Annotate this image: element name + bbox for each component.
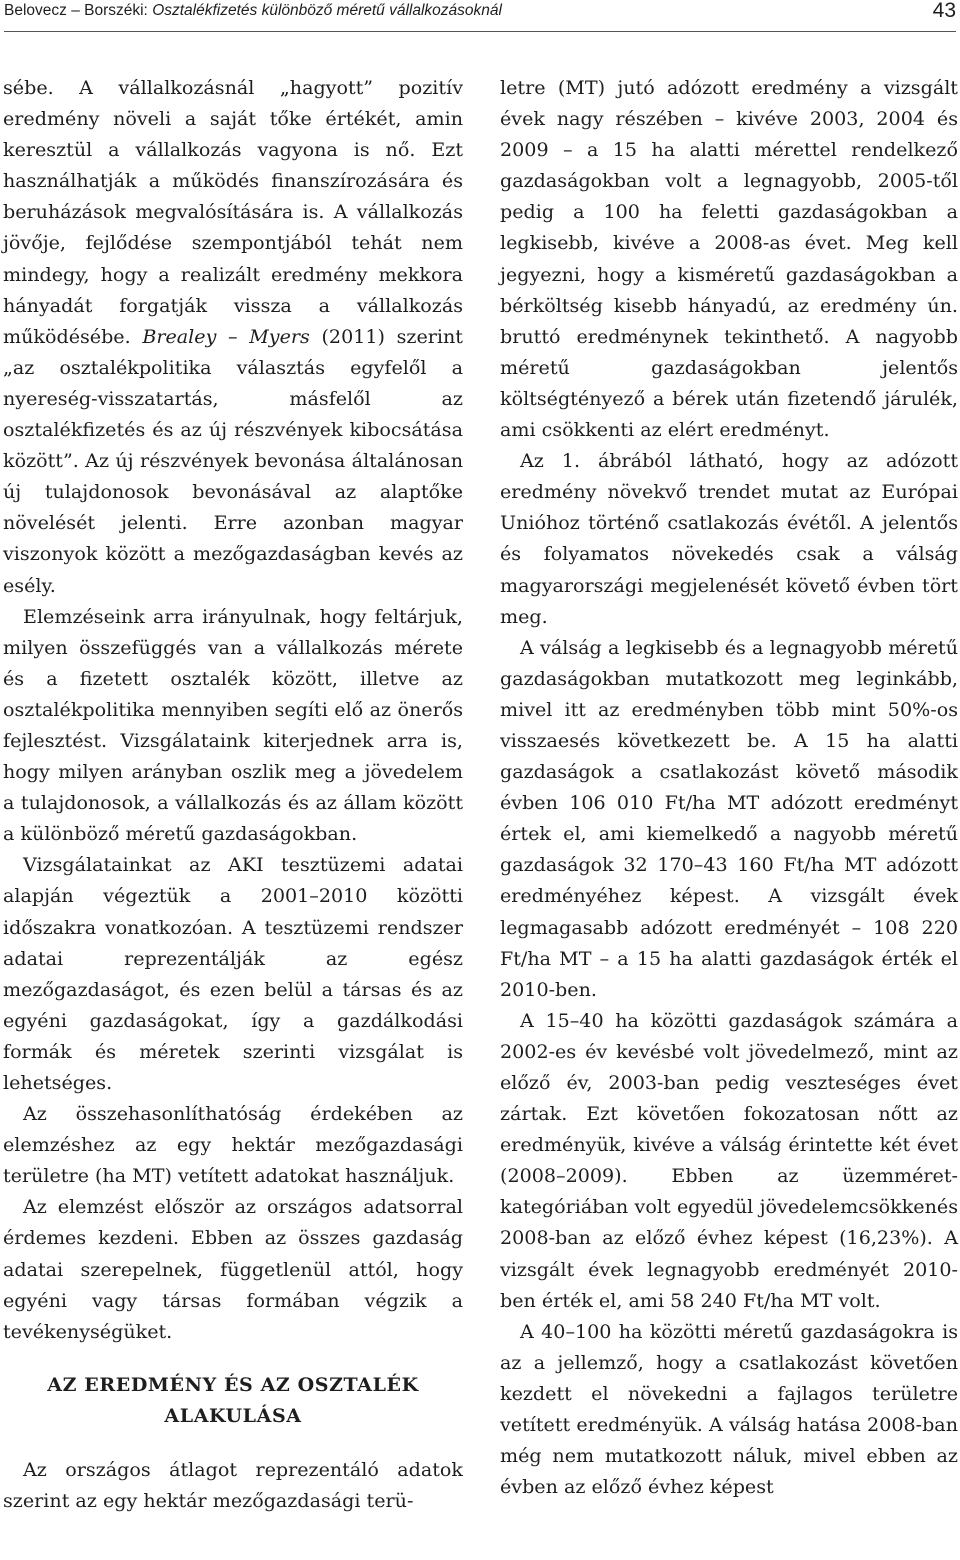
header-title: Osztalékfizetés különböző méretű vállalkozásoknál bbox=[152, 2, 502, 19]
paragraph-text: sébe. A vállalkozásnál „hagyott” pozitív eredmény növeli a saját tőke értékét, amin keresztül a vállalkozás vagyona is nő. Ezt használhatják a működés finanszírozására és beruházások megvalósítására is. A vállalkozás jövője, fejlődése szempontjából tehát nem mindegy, hogy a realizált eredmény mekkora hányadát forgatják vissza a vállalkozás működésébe. bbox=[3, 76, 463, 348]
header-citation bbox=[4, 2, 502, 20]
paragraph: Elemzéseink arra irányulnak, hogy feltárjuk, milyen összefüggés van a vállalkozás mérete és a fizetett osztalék között, illetve az osztalékpolitika mennyiben segíti elő az önerős fejlesztést. Vizsgálataink kiterjednek arra is, hogy milyen arányban oszlik meg a jövedelem a tulajdonosok, a vállalkozás és az állam között a különböző méretű gazdaságokban. bbox=[3, 604, 463, 846]
paragraph: A 40–100 ha közötti méretű gazdaságokra is az a jellemző, hogy a csatlakozást követően kezdett el növekedni a fajlagos területre vetített eredményük. A válság hatása 2008-ban még nem mutatkozott náluk, mivel ebben az évben az előző évhez képest bbox=[500, 1319, 958, 1499]
left-column bbox=[3, 72, 463, 1516]
page-number: 43 bbox=[932, 0, 956, 22]
paragraph: A válság a legkisebb és a legnagyobb méretű gazdaságokban mutatkozott meg leginkább, mivel itt az eredményben több mint 50%-os visszaesés következett be. A 15 ha alatti gazdaságok a csatlakozást követő második évben 106 010 Ft/ha MT adózott eredményt értek el, ami kiemelkedő a nagyobb méretű gazdaságok 32 170–43 160 Ft/ha MT adózott eredményéhez képest. A vizsgált évek legmagasabb adózott eredményét – 108 220 Ft/ha MT – a 15 ha alatti gazdaságok érték el 2010-ben. bbox=[500, 635, 958, 1001]
paragraph: Az országos átlagot reprezentáló adatok szerint az egy hektár mezőgazdasági terü- bbox=[3, 1457, 463, 1512]
paragraph: letre (MT) jutó adózott eredmény a vizsgált évek nagy részében – kivéve 2003, 2004 és 2009 – a 15 ha alatti mérettel rendelkező gazdaságokban volt a legnagyobb, 2005-től pedig a 100 ha feletti gazdaságokban a legkisebb, kivéve a 2008-as évet. Meg kell jegyezni, hogy a kisméretű gazdaságokban a bérköltség kisebb hányadú, az eredmény ún. bruttó eredménynek tekinthető. A nagyobb méretű gazdaságokban jelentős költségtényező a bérek után fizetendő járulék, ami csökkenti az elért eredményt. bbox=[500, 76, 958, 442]
paragraph: Az összehasonlíthatóság érdekében az elemzéshez az egy hektár mezőgazdasági területre (ha MT) vetített adatokat használjuk. bbox=[3, 1102, 463, 1188]
section-heading bbox=[3, 1370, 463, 1432]
header-authors: Belovecz – Borszéki: bbox=[4, 2, 153, 19]
paragraph: Az elemzést először az országos adatsorral érdemes kezdeni. Ebben az összes gazdaság adatai szerepelnek, függetlenül attól, hogy egyéni vagy társas formában végzik a tevékenységüket. bbox=[3, 1195, 463, 1343]
citation-authors: Brealey – Myers bbox=[142, 324, 310, 348]
paragraph bbox=[3, 72, 463, 601]
section-heading-line: ALAKULÁSA bbox=[164, 1404, 302, 1427]
right-column bbox=[500, 72, 958, 1502]
paragraph: Az 1. ábrából látható, hogy az adózott eredmény növekvő trendet mutat az Európai Unióhoz történő csatlakozás évétől. A jelentős és folyamatos növekedés csak a válság magyarországi megjelenését követő évben tört meg. bbox=[500, 449, 958, 628]
paragraph: Vizsgálatainkat az AKI tesztüzemi adatai alapján végeztük a 2001–2010 közötti időszakra vonatkozóan. A tesztüzemi rendszer adatai reprezentálják az egész mezőgazdaságot, és ezen belül a társas és az egyéni gazdaságokat, így a gazdálkodási formák és méretek szerinti vizsgálat is lehetséges. bbox=[3, 853, 463, 1094]
paragraph-text: (2011) szerint „az osztalékpolitika választás egyfelől a nyereség-visszatartás, másfelől az osztalékfizetés és az új részvények kibocsátása között”. Az új részvények bevonása általánosan új tulajdonosok bevonásával az alaptőke növelését jelenti. Erre azonban magyar viszonyok között a mezőgazdaságban kevés az esély. bbox=[3, 324, 463, 597]
running-header bbox=[4, 0, 956, 32]
section-heading-line: AZ EREDMÉNY ÉS AZ OSZTALÉK bbox=[47, 1373, 419, 1396]
paragraph: A 15–40 ha közötti gazdaságok számára a 2002-es év kevésbé volt jövedelmező, mint az előző év, 2003-ban pedig veszteséges évet zártak. Ezt követően fokozatosan nőtt az eredményük, kivéve a válság érintette két évet (2008–2009). Ebben az üzemméret-kategóriában volt egyedül jövedelemcsökkenés 2008-ban az előző évhez képest (16,23%). A vizsgált évek legnagyobb eredményét 2010-ben érték el, ami 58 240 Ft/ha MT volt. bbox=[500, 1008, 958, 1312]
